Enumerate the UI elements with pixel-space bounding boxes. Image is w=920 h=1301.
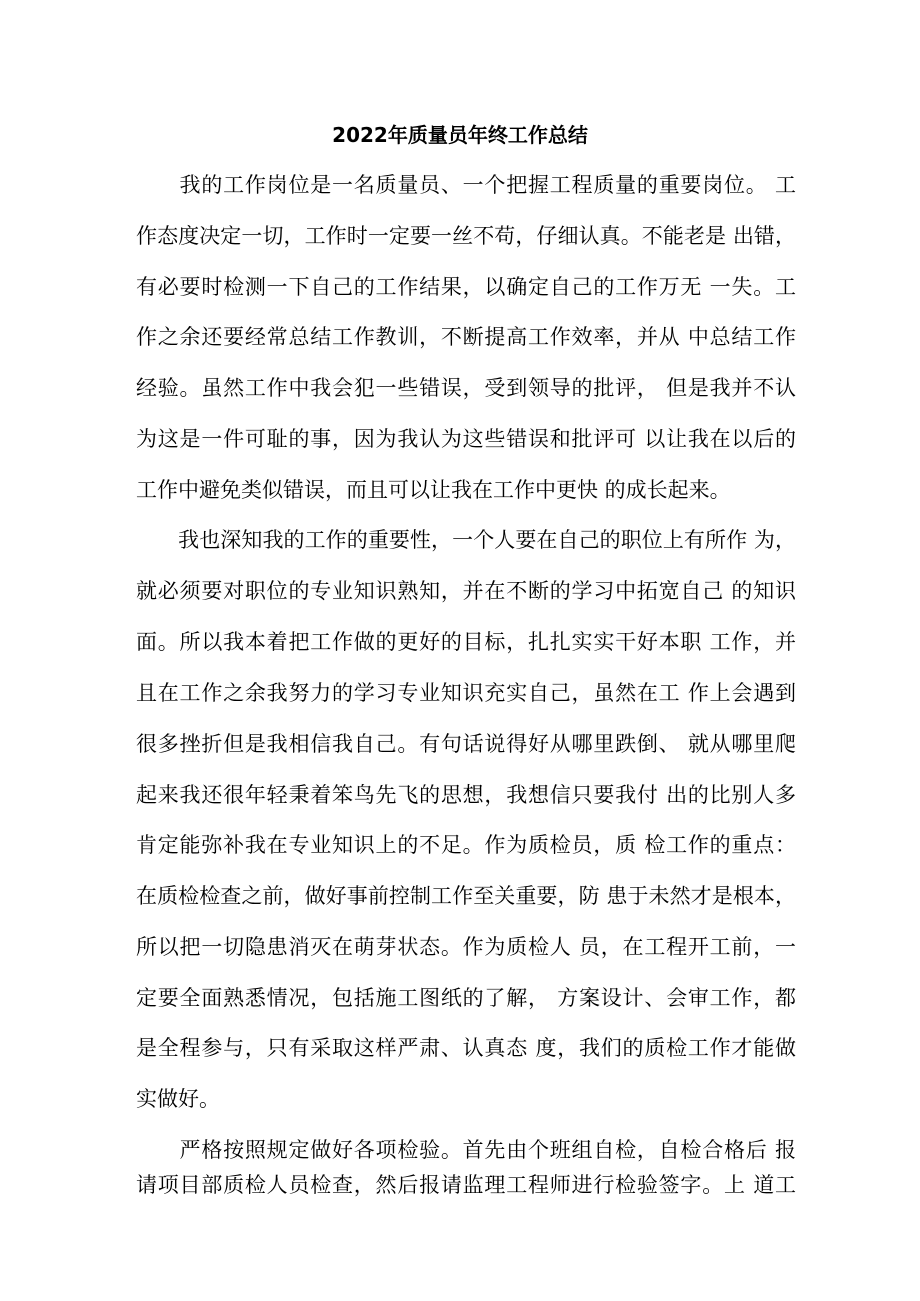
document-title: 2022年质量员年终工作总结 [332,123,588,147]
paragraph-line: 作之余还要经常总结工作教训，不断提高工作效率，并从 中总结工作 [136,325,796,349]
paragraph-line: 作态度决定一切，工作时一定要一丝不苟，仔细认真。不能老是 出错， [136,224,796,248]
paragraph-line: 是全程参与，只有采取这样严肃、认真态 度，我们的质检工作才能做 [136,1036,796,1060]
paragraph-line: 经验。虽然工作中我会犯一些错误，受到领导的批评， 但是我并不认 [136,376,796,400]
paragraph-line: 就必须要对职位的专业知识熟知，并在不断的学习中拓宽自己 的知识 [136,579,796,603]
paragraph-line: 实做好。 [136,1087,220,1111]
paragraph-line: 且在工作之余我努力的学习专业知识充实自己，虽然在工 作上会遇到 [136,681,796,705]
paragraph-line: 定要全面熟悉情况，包括施工图纸的了解， 方案设计、会审工作，都 [136,986,796,1010]
paragraph-line: 我也深知我的工作的重要性，一个人要在自己的职位上有所作 为， [136,528,796,552]
paragraph-line: 起来我还很年轻秉着笨鸟先飞的思想，我想信只要我付 出的比别人多 [136,783,796,807]
paragraph-line: 我的工作岗位是一名质量员、一个把握工程质量的重要岗位。 工 [136,173,796,197]
paragraph-line: 肯定能弥补我在专业知识上的不足。作为质检员，质 检工作的重点： [136,833,796,857]
paragraph-line: 有必要时检测一下自己的工作结果，以确定自己的工作万无 一失。工 [136,275,796,299]
paragraph-line: 严格按照规定做好各项检验。首先由个班组自检，自检合格后 报 [136,1138,796,1162]
paragraph-line: 很多挫折但是我相信我自己。有句话说得好从哪里跌倒、 就从哪里爬 [136,732,796,756]
paragraph-line: 为这是一件可耻的事，因为我认为这些错误和批评可 以让我在以后的 [136,427,796,451]
paragraph-line: 工作中避免类似错误，而且可以让我在工作中更快 的成长起来。 [136,478,731,502]
paragraph-line: 在质检检查之前，做好事前控制工作至关重要，防 患于未然才是根本， [136,884,796,908]
paragraph-line: 请项目部质检人员检查，然后报请监理工程师进行检验签字。上 道工 [136,1173,796,1197]
paragraph-line: 所以把一切隐患消灭在萌芽状态。作为质检人 员，在工程开工前，一 [136,935,796,959]
paragraph-line: 面。所以我本着把工作做的更好的目标，扎扎实实干好本职 工作，并 [136,630,796,654]
